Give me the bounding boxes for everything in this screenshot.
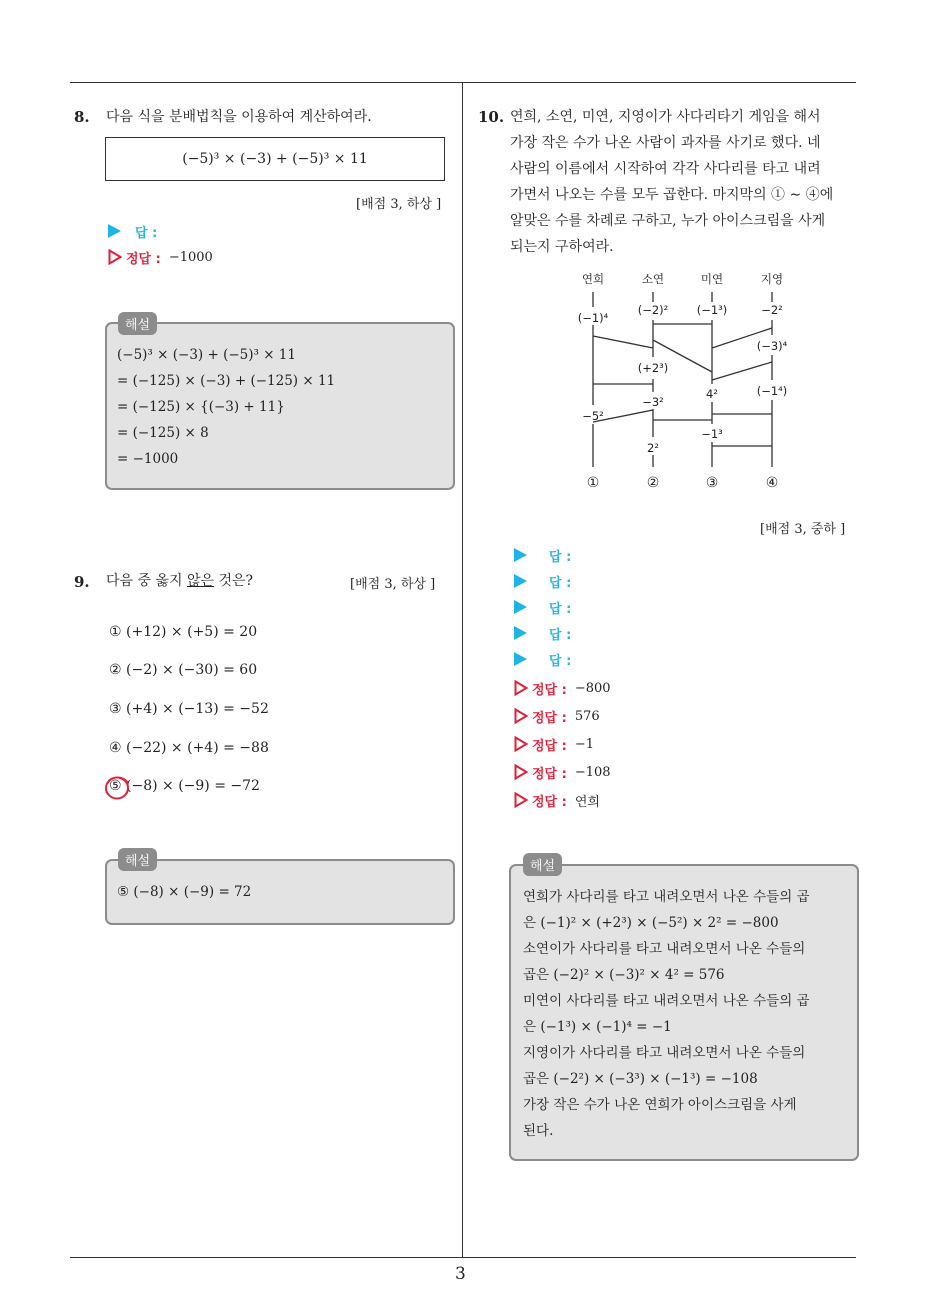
q9-choice-4[interactable] [109,740,269,756]
q10-score: [배점 3, 중하 ] [760,522,846,537]
ladder-label: −5² [582,409,604,423]
q10-solution-row [514,730,844,758]
solution-arrow-icon [108,249,122,265]
top-rule [70,82,856,83]
q8-text: 다음 식을 분배법칙을 이용하여 계산하여라. [106,109,372,125]
q10-answer-row[interactable] [514,646,844,672]
ladder-label: (−1)⁴ [577,311,609,325]
explanation-line: ⑤ (−8) × (−9) = 72 [117,884,252,900]
explanation-line: (−5)³ × (−3) + (−5)³ × 11 [117,347,296,363]
q10-answer-row[interactable] [514,568,844,594]
answer-arrow-icon [514,548,527,562]
q9-text-after: 것은? [214,573,254,589]
column-divider [462,82,463,1258]
ladder-label: (−2)² [637,303,669,317]
ladder-name: 지영 [760,272,784,286]
ladder-diagram [560,262,820,498]
q9-explanation-tab: 해설 [118,848,157,871]
choice-mark: ③ [109,701,122,717]
solution-arrow-icon [514,708,528,724]
explanation-line: 된다. [523,1123,554,1139]
answer-arrow-icon [514,600,527,614]
choice-mark: ② [109,662,122,678]
explanation-line: = (−125) × {(−3) + 11} [117,399,285,415]
ladder-label: 4² [706,387,718,401]
answer-label: 답 : [549,549,572,565]
solution-arrow-icon [514,680,528,696]
solution-label: 정답 : [532,794,567,810]
explanation-line: 곱은 (−2)² × (−3)² × 4² = 576 [523,967,725,983]
answer-label: 답 : [549,627,572,643]
q9-choice-3[interactable] [109,701,269,717]
q8-solution-row [108,244,438,270]
answer-arrow-icon [108,224,121,238]
q8-number: 8. [74,108,90,126]
choice-text: (+12) × (+5) = 20 [126,624,258,640]
choice-text: (+4) × (−13) = −52 [126,701,269,717]
explanation-line: = (−125) × 8 [117,425,209,441]
q9-explanation-box [105,859,455,925]
q10-solution-row [514,786,844,814]
q10-text [510,104,860,260]
explanation-line: = −1000 [117,451,179,467]
q8-explanation-tab: 해설 [118,312,157,335]
page-number: 3 [455,1264,466,1284]
q8-expression-box [105,137,445,181]
choice-mark: ① [109,624,122,640]
choice-text: (−22) × (+4) = −88 [126,740,269,756]
q10-text-line: 사람의 이름에서 시작하여 각각 사다리를 타고 내려 [510,161,821,177]
ladder-label: −1³ [701,427,723,441]
choice-text: (−8) × (−9) = −72 [126,778,260,794]
q10-solution-row [514,758,844,786]
explanation-line: 연희가 사다리를 타고 내려오면서 나온 수들의 곱 [523,889,810,905]
ladder-label: (+2³) [637,361,669,375]
solution-value: −800 [574,680,611,696]
ladder-bottom: ① [586,475,600,491]
ladder-name: 연희 [581,272,605,286]
q8-score: [배점 3, 하상 ] [356,197,442,212]
solution-arrow-icon [514,792,528,808]
solution-arrow-icon [514,736,528,752]
q9-text-underlined: 않은 [186,573,215,589]
choice-mark: ④ [109,740,122,756]
ladder-name: 소연 [641,272,665,286]
answer-label: 답 : [549,601,572,617]
solution-value: −108 [574,764,611,780]
answer-label: 답 : [549,575,572,591]
ladder-label: (−3)⁴ [756,339,788,353]
explanation-line: 가장 작은 수가 나온 연희가 아이스크림을 사게 [523,1097,797,1113]
explanation-line: 지영이가 사다리를 타고 내려오면서 나온 수들의 [523,1045,806,1061]
explanation-line: = (−125) × (−3) + (−125) × 11 [117,373,336,389]
choice-text: (−2) × (−30) = 60 [126,662,258,678]
q8-expression: (−5)³ × (−3) + (−5)³ × 11 [182,151,368,167]
q10-text-line: 가장 작은 수가 나온 사람이 과자를 사기로 했다. 네 [510,135,821,151]
answer-arrow-icon [514,652,527,666]
q9-text-before: 다음 중 옳지 [106,573,187,589]
answer-arrow-icon [514,574,527,588]
explanation-line: 은 (−1³) × (−1)⁴ = −1 [523,1019,672,1035]
explanation-line: 은 (−1)² × (+2³) × (−5²) × 2² = −800 [523,915,779,931]
ladder-bottom: ③ [705,475,719,491]
explanation-line: 미연이 사다리를 타고 내려오면서 나온 수들의 곱 [523,993,810,1009]
q10-text-line: 연희, 소연, 미연, 지영이가 사다리타기 게임을 해서 [510,109,821,125]
ladder-label: 2² [647,441,659,455]
q9-text [106,568,253,594]
ladder-label: (−1³) [696,303,728,317]
q10-answer-row[interactable] [514,620,844,646]
ladder-label: −2² [761,303,783,317]
q10-answer-row[interactable] [514,594,844,620]
bottom-rule [70,1257,856,1258]
q9-choice-2[interactable] [109,662,257,678]
solution-label: 정답 : [532,766,567,782]
solution-arrow-icon [514,764,528,780]
solution-value: 연희 [574,794,600,810]
q8-explanation-box [105,322,455,490]
solution-label: 정답 : [126,251,161,267]
explanation-line: 곱은 (−2²) × (−3³) × (−1³) = −108 [523,1071,758,1087]
answer-label: 답 : [135,225,158,241]
q10-answer-area [514,542,844,814]
q10-text-line: 알맞은 수를 차례로 구하고, 누가 아이스크림을 사게 [510,213,826,229]
explanation-line: 소연이가 사다리를 타고 내려오면서 나온 수들의 [523,941,806,957]
q10-solution-row [514,702,844,730]
choice-mark: ⑤ [109,778,122,794]
q9-choice-1[interactable] [109,624,257,640]
q10-explanation-tab: 해설 [523,853,562,876]
solution-label: 정답 : [532,738,567,754]
q9-number: 9. [74,573,90,591]
q10-text-line: 되는지 구하여라. [510,239,614,255]
solution-label: 정답 : [532,710,567,726]
q10-solution-row [514,674,844,702]
q10-text-line: 가면서 나오는 수를 모두 곱한다. 마지막의 ① ∼ ④에 [510,187,834,203]
q9-score: [배점 3, 하상 ] [350,577,436,592]
ladder-label: −3² [642,395,664,409]
ladder-label: (−1⁴) [756,384,788,398]
solution-value: 576 [574,708,600,724]
ladder-name: 미연 [700,272,724,286]
q10-explanation-box [509,864,859,1161]
q10-number: 10. [478,108,505,126]
ladder-bottom: ④ [765,475,779,491]
ladder-bottom: ② [646,475,660,491]
q8-answer-area [108,218,438,270]
solution-value: −1 [574,736,595,752]
solution-value: −1000 [168,249,213,265]
q10-answer-row[interactable] [514,542,844,568]
solution-label: 정답 : [532,682,567,698]
answer-label: 답 : [549,653,572,669]
selected-choice-circle-icon [104,775,132,801]
q8-answer-row[interactable] [108,218,438,244]
answer-arrow-icon [514,626,527,640]
